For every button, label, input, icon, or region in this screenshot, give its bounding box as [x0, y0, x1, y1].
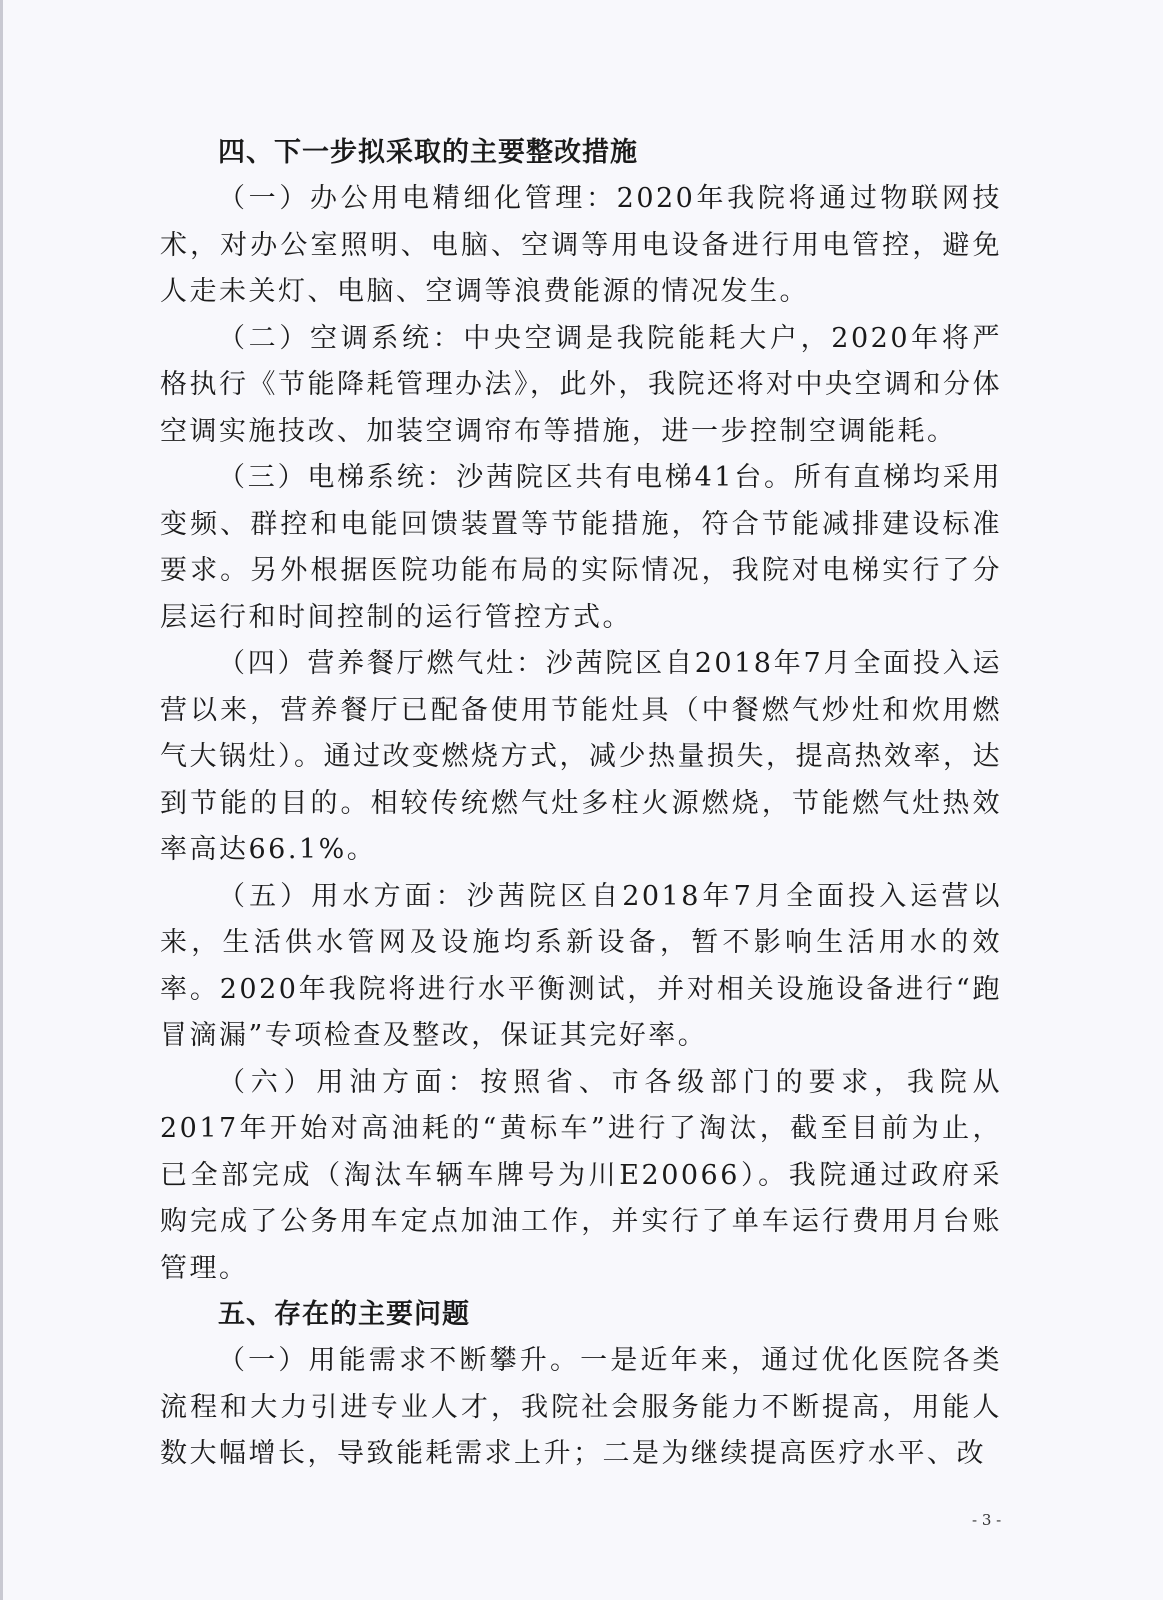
paragraph-air-conditioning: （二）空调系统：中央空调是我院能耗大户，2020年将严格执行《节能降耗管理办法》，此外，我院还将对中央空调和分体空调实施技改、加装空调帘布等措施，进一步控制空调能耗。	[160, 322, 1002, 447]
paragraph-fuel: （六）用油方面：按照省、市各级部门的要求，我院从2017年开始对高油耗的“黄标车”进行了淘汰，截至目前为止，已全部完成（淘汰车辆车牌号为川E20066）。我院通过政府采购完成了公务用车定点加油工作，并实行了单车运行费用月台账管理。	[160, 1066, 1002, 1284]
paragraph-energy-demand: （一）用能需求不断攀升。一是近年来，通过优化医院各类流程和大力引进专业人才，我院社会服务能力不断提高，用能人数大幅增长，导致能耗需求上升；二是为继续提高医疗水平、改	[160, 1345, 1002, 1469]
document-body	[160, 130, 1002, 1478]
page-number: - 3 -	[972, 1511, 1002, 1529]
paragraph-gas-stove: （四）营养餐厅燃气灶：沙茜院区自2018年7月全面投入运营以来，营养餐厅已配备使用节能灶具（中餐燃气炒灶和炊用燃气大锅灶）。通过改变燃烧方式，减少热量损失，提高热效率，达到节能的目的。相较传统燃气灶多柱火源燃烧，节能燃气灶热效率高达66.1%。	[160, 648, 1002, 865]
paragraph-water: （五）用水方面：沙茜院区自2018年7月全面投入运营以来，生活供水管网及设施均系新设备，暂不影响生活用水的效率。2020年我院将进行水平衡测试，并对相关设施设备进行“跑冒滴漏”专项检查及整改，保证其完好率。	[160, 880, 1002, 1051]
paragraph-office-electricity: （一）办公用电精细化管理：2020年我院将通过物联网技术，对办公室照明、电脑、空调等用电设备进行用电管控，避免人走未关灯、电脑、空调等浪费能源的情况发生。	[160, 183, 1002, 307]
section-heading-5: 五、存在的主要问题	[218, 1299, 470, 1330]
scan-edge	[0, 0, 3, 1600]
paragraph-elevator: （三）电梯系统：沙茜院区共有电梯41台。所有直梯均采用变频、群控和电能回馈装置等节能措施，符合节能减排建设标准要求。另外根据医院功能布局的实际情况，我院对电梯实行了分层运行和时间控制的运行管控方式。	[160, 462, 1002, 633]
section-heading-4: 四、下一步拟采取的主要整改措施	[218, 137, 638, 168]
